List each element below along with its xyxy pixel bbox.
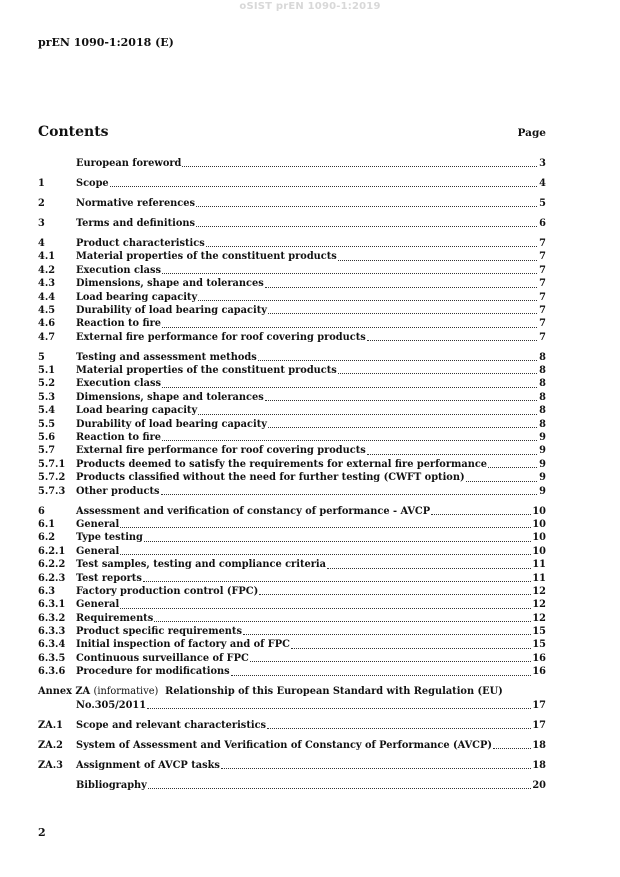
- toc-entry-page: 7: [539, 291, 546, 303]
- toc-entry-page: 7: [539, 237, 546, 249]
- toc-entry[interactable]: [38, 317, 546, 330]
- dot-leader: [120, 553, 531, 555]
- toc-entry[interactable]: [38, 250, 546, 263]
- toc-entry-number: 5.2: [38, 378, 56, 390]
- toc-entry[interactable]: [38, 458, 546, 471]
- toc-entry-title: General: [76, 599, 120, 611]
- toc-entry[interactable]: [38, 377, 546, 390]
- dot-leader: [148, 787, 532, 789]
- toc-entry[interactable]: [38, 485, 546, 498]
- toc-entry-number: ZA.3: [38, 759, 63, 771]
- dot-leader: [221, 767, 531, 769]
- toc-entry-page: 7: [539, 251, 546, 263]
- toc-entry-number: 5.4: [38, 405, 56, 417]
- toc-entry-number: 6: [38, 505, 45, 517]
- toc-entry-number: 4.5: [38, 304, 56, 316]
- toc-entry-number: 4.2: [38, 264, 56, 276]
- dot-leader: [196, 225, 537, 227]
- toc-entry-title: General: [76, 518, 120, 530]
- toc-entry-number: 6.2.2: [38, 559, 66, 571]
- toc-entry-page: 12: [532, 612, 546, 624]
- toc-entry-page: 12: [532, 599, 546, 611]
- toc-entry-page: 8: [539, 391, 546, 403]
- dot-leader: [154, 620, 531, 622]
- toc-entry-page: 17: [532, 719, 546, 731]
- annex-label: Annex ZA: [38, 686, 91, 698]
- toc-entry-number: 5.3: [38, 391, 56, 403]
- dot-leader: [161, 493, 537, 495]
- dot-leader: [250, 660, 532, 662]
- dot-leader: [258, 359, 537, 361]
- toc-entry-title: General: [76, 545, 120, 557]
- toc-entry-title: Factory production control (FPC): [76, 585, 259, 597]
- toc-entry-page: 7: [539, 331, 546, 343]
- toc-entry-title: Products classified without the need for further testing (CWFT option): [76, 472, 465, 484]
- toc-entry-page: 7: [539, 304, 546, 316]
- dot-leader: [338, 259, 537, 261]
- dot-leader: [367, 453, 537, 455]
- toc-entry[interactable]: [38, 291, 546, 304]
- toc-entry-number: 4.4: [38, 291, 56, 303]
- dot-leader: [162, 439, 537, 441]
- dot-leader: [144, 540, 531, 542]
- dot-leader: [268, 312, 537, 314]
- dot-leader: [267, 727, 531, 729]
- toc-entry[interactable]: [38, 431, 546, 444]
- toc-entry-number: 6.2.1: [38, 545, 66, 557]
- toc-entry-page: 8: [539, 351, 546, 363]
- toc-entry-number: 6.3.2: [38, 612, 66, 624]
- dot-leader: [259, 593, 531, 595]
- toc-entry[interactable]: [38, 652, 546, 665]
- dot-leader: [162, 326, 537, 328]
- toc-entry-page: 20: [532, 779, 546, 791]
- toc-entry[interactable]: [38, 197, 546, 210]
- toc-entry-page: 9: [539, 445, 546, 457]
- dot-leader: [182, 165, 537, 167]
- toc-entry-title: Execution class: [76, 264, 162, 276]
- toc-entry-page: 9: [539, 472, 546, 484]
- toc-entry[interactable]: [38, 779, 546, 792]
- toc-entry-title: Reaction to fire: [76, 318, 161, 330]
- dot-leader: [120, 526, 531, 528]
- toc-entry[interactable]: [38, 598, 546, 611]
- toc-entry-title: Other products: [76, 485, 160, 497]
- toc-entry-title: Dimensions, shape and tolerances: [76, 278, 264, 290]
- toc-entry-page: 10: [532, 518, 546, 530]
- toc-entry-number: 5.7.1: [38, 458, 66, 470]
- toc-entry-number: 6.3.3: [38, 626, 66, 638]
- toc-entry-title: Terms and definitions: [76, 217, 196, 229]
- toc-entry[interactable]: [38, 612, 546, 625]
- toc-entry-page: 7: [539, 318, 546, 330]
- toc-entry-number: 1: [38, 177, 45, 189]
- toc-entry-title: Initial inspection of factory and of FPC: [76, 639, 290, 651]
- toc-entry-page: 7: [539, 278, 546, 290]
- toc-entry-title: Material properties of the constituent products: [76, 365, 337, 377]
- toc-entry-annex-za[interactable]: [38, 685, 546, 712]
- toc-entry-number: 6.3.5: [38, 652, 66, 664]
- dot-leader: [291, 647, 531, 649]
- toc-entry-title: Reaction to fire: [76, 432, 161, 443]
- toc-entry-page: 10: [532, 532, 546, 544]
- toc-entry-title: External fire performance for roof covering products: [76, 331, 366, 343]
- toc-entry-number: 4: [38, 237, 45, 249]
- toc-entry[interactable]: [38, 665, 546, 678]
- dot-leader: [327, 567, 531, 569]
- document-id: prEN 1090-1:2018 (E): [38, 36, 174, 49]
- toc-entry-title: Test reports: [76, 572, 142, 584]
- toc-entry-title: System of Assessment and Verification of Constancy of Performance (AVCP): [76, 739, 492, 751]
- toc-entry[interactable]: [38, 759, 546, 772]
- toc-entry-page: 15: [532, 626, 546, 638]
- toc-entry-title: Load bearing capacity: [76, 405, 198, 417]
- toc-entry-number: 5.6: [38, 432, 56, 443]
- toc-entry[interactable]: [38, 558, 546, 571]
- toc-entry-page: 11: [532, 559, 546, 571]
- watermark: oSIST prEN 1090-1:2019: [239, 1, 381, 12]
- toc-entry-number: 4.3: [38, 278, 56, 290]
- toc-entry[interactable]: [38, 331, 546, 344]
- toc-entry-number: 6.3.1: [38, 599, 66, 611]
- toc-entry-title: Continuous surveillance of FPC: [76, 652, 249, 664]
- toc-entry[interactable]: [38, 351, 546, 364]
- toc-entry[interactable]: [38, 572, 546, 585]
- toc-entry-title: Scope: [76, 177, 109, 189]
- toc-entry-page: 5: [539, 197, 546, 209]
- toc-entry-number: 6.3.4: [38, 639, 66, 651]
- toc-entry-page: 16: [532, 652, 546, 664]
- dot-leader: [110, 185, 537, 187]
- toc-entry-page: 12: [532, 585, 546, 597]
- toc-entry-page: 3: [539, 158, 546, 169]
- toc-entry[interactable]: [38, 304, 546, 317]
- toc-entry-title: Testing and assessment methods: [76, 351, 257, 363]
- toc-entry-number: 4.7: [38, 331, 56, 343]
- toc-entry-page: 4: [539, 177, 546, 189]
- toc-entry[interactable]: [38, 505, 546, 518]
- toc-entry-title: Execution class: [76, 378, 162, 390]
- toc-entry-number: 6.1: [38, 518, 56, 530]
- toc-entry-title: Material properties of the constituent products: [76, 251, 337, 263]
- dot-leader: [120, 607, 531, 609]
- dot-leader: [196, 205, 537, 207]
- toc-entry-number: 6.2: [38, 532, 56, 544]
- toc-entry-page: 8: [539, 418, 546, 430]
- toc-entry-number: 4.6: [38, 318, 56, 330]
- toc-entry[interactable]: [38, 638, 546, 651]
- dot-leader: [231, 674, 532, 676]
- page-number: 2: [38, 826, 46, 839]
- table-of-contents: [38, 157, 546, 792]
- dot-leader: [431, 513, 531, 515]
- toc-entry-number: 6.3.6: [38, 666, 66, 678]
- toc-entry-page: 9: [539, 485, 546, 497]
- dot-leader: [488, 466, 537, 468]
- toc-entry-number: 6.3: [38, 585, 56, 597]
- toc-entry-page: 8: [539, 365, 546, 377]
- dot-leader: [367, 339, 537, 341]
- annex-qualifier: (informative): [93, 686, 159, 698]
- toc-entry-number: 3: [38, 217, 45, 229]
- dot-leader: [493, 747, 531, 749]
- toc-entry-number: 5.1: [38, 365, 56, 377]
- dot-leader: [143, 580, 532, 582]
- toc-entry[interactable]: [38, 518, 546, 531]
- page-column-header: Page: [517, 127, 546, 139]
- toc-entry-number: 5.5: [38, 418, 56, 430]
- toc-entry-page: 10: [532, 505, 546, 517]
- dot-leader: [243, 633, 531, 635]
- toc-entry[interactable]: [38, 237, 546, 250]
- toc-entry-title: Requirements: [76, 612, 154, 624]
- toc-entry-number: ZA.1: [38, 719, 63, 731]
- toc-entry-page: 6: [539, 217, 546, 229]
- dot-leader: [268, 426, 537, 428]
- toc-entry[interactable]: [38, 277, 546, 290]
- toc-entry-number: 5.7: [38, 445, 56, 457]
- dot-leader: [162, 386, 537, 388]
- toc-entry-title: European foreword: [76, 158, 182, 169]
- toc-entry[interactable]: [38, 157, 546, 170]
- toc-entry-page: 8: [539, 405, 546, 417]
- toc-entry-title: Assessment and verification of constancy of performance - AVCP: [76, 505, 431, 517]
- toc-entry-title: Bibliography: [76, 779, 147, 791]
- dot-leader: [147, 707, 531, 709]
- dot-leader: [466, 480, 537, 482]
- toc-entry-title: Product characteristics: [76, 237, 205, 249]
- toc-entry-number: 6.2.3: [38, 572, 66, 584]
- toc-entry-number: 5.7.3: [38, 485, 66, 497]
- toc-entry[interactable]: [38, 404, 546, 417]
- toc-entry-page: 18: [532, 759, 546, 771]
- toc-entry-title: Assignment of AVCP tasks: [76, 759, 220, 771]
- toc-entry-page: 16: [532, 666, 546, 678]
- annex-title-line2: No.305/2011: [76, 699, 147, 711]
- toc-entry-title: Procedure for modifications: [76, 666, 230, 678]
- toc-entry-page: 10: [532, 545, 546, 557]
- toc-entry-title: Product specific requirements: [76, 626, 242, 638]
- dot-leader: [265, 399, 537, 401]
- toc-entry-number: 5: [38, 351, 45, 363]
- toc-entry[interactable]: [38, 585, 546, 598]
- toc-entry[interactable]: [38, 719, 546, 732]
- toc-entry-title: Normative references: [76, 197, 196, 209]
- toc-entry-title: Dimensions, shape and tolerances: [76, 391, 264, 403]
- toc-entry-title: Durability of load bearing capacity: [76, 304, 267, 316]
- toc-entry-title: Durability of load bearing capacity: [76, 418, 267, 430]
- toc-entry-page: 11: [532, 572, 546, 584]
- toc-entry[interactable]: [38, 739, 546, 752]
- toc-entry[interactable]: [38, 625, 546, 638]
- toc-entry[interactable]: [38, 545, 546, 558]
- toc-entry[interactable]: [38, 471, 546, 484]
- toc-entry-title: Test samples, testing and compliance criteria: [76, 559, 326, 571]
- toc-entry-page: 8: [539, 378, 546, 390]
- toc-entry[interactable]: [38, 444, 546, 457]
- dot-leader: [198, 299, 537, 301]
- toc-entry-page: 9: [539, 458, 546, 470]
- dot-leader: [206, 245, 537, 247]
- toc-entry-number: 4.1: [38, 251, 56, 263]
- toc-entry-page: 9: [539, 432, 546, 443]
- annex-page: 17: [532, 699, 546, 711]
- toc-entry-title: Load bearing capacity: [76, 291, 198, 303]
- toc-entry[interactable]: [38, 264, 546, 277]
- toc-entry[interactable]: [38, 391, 546, 404]
- toc-entry-page: 15: [532, 639, 546, 651]
- toc-entry-page: 18: [532, 739, 546, 751]
- toc-entry-number: 5.7.2: [38, 472, 66, 484]
- toc-entry[interactable]: [38, 531, 546, 544]
- toc-entry-number: ZA.2: [38, 739, 63, 751]
- annex-title-line1: Relationship of this European Standard with Regulation (EU): [165, 686, 503, 698]
- toc-entry-title: Products deemed to satisfy the requirements for external fire performance: [76, 458, 488, 470]
- toc-entry-title: Scope and relevant characteristics: [76, 719, 267, 731]
- toc-entry-number: 2: [38, 197, 45, 209]
- contents-heading: Contents: [38, 124, 109, 140]
- toc-entry[interactable]: [38, 418, 546, 431]
- toc-entry[interactable]: [38, 217, 546, 230]
- toc-entry[interactable]: [38, 177, 546, 190]
- toc-entry[interactable]: [38, 364, 546, 377]
- dot-leader: [198, 413, 537, 415]
- toc-entry-page: 7: [539, 264, 546, 276]
- dot-leader: [162, 272, 537, 274]
- dot-leader: [265, 286, 537, 288]
- dot-leader: [338, 372, 537, 374]
- toc-entry-title: External fire performance for roof covering products: [76, 445, 366, 457]
- toc-entry-title: Type testing: [76, 532, 143, 544]
